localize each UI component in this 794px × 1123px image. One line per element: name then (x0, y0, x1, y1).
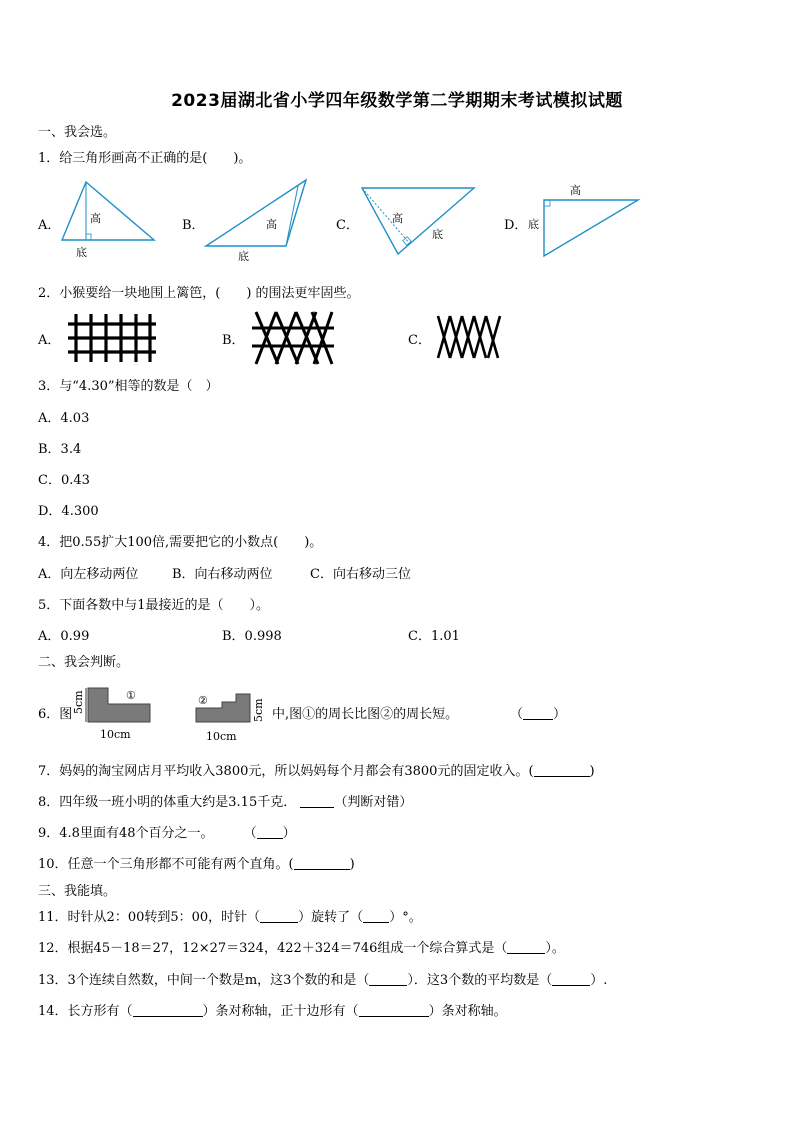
q11-text-a: 11．时针从2：00转到5：00，时针（ (38, 910, 261, 925)
q8-answer-blank[interactable] (300, 795, 334, 808)
q1-option-a-label[interactable]: A． (38, 218, 61, 233)
q6-fig2-10cm-label: 10cm (206, 730, 237, 743)
q2-option-a-label[interactable]: A． (38, 333, 61, 348)
q7-answer-blank[interactable] (534, 764, 590, 777)
q8-tail: （判断对错） (334, 795, 413, 810)
q6-statement: 中,图①的周长比图②的周长短。 (272, 707, 459, 722)
q3-option-b[interactable]: B．3.4 (38, 442, 82, 457)
q6-close-paren: ） (553, 707, 567, 722)
q2-figure-b-cross-fence (250, 310, 336, 366)
q13-text-a: 13．3个连续自然数，中间一个数是m，这3个数的和是（ (38, 973, 370, 988)
question-3: 3．与“4.30”相等的数是（ ） (38, 379, 219, 394)
q12-text-b: ）。 (545, 941, 565, 956)
q14-text-b: ）条对称轴，正十边形有（ (202, 1004, 359, 1019)
q1-b-height-label: 高 (266, 218, 277, 231)
q1-figure-c (358, 184, 478, 258)
q1-figure-a (58, 178, 158, 258)
q13-text-c: ）. (590, 973, 608, 988)
q6-figure-1 (72, 684, 158, 742)
q6-fig2-5cm-label: 5cm (252, 698, 265, 722)
question-5: 5．下面各数中与1最接近的是（ ）。 (38, 598, 270, 613)
question-9 (38, 822, 296, 841)
q14-text-a: 14．长方形有（ (38, 1004, 133, 1019)
q1-option-d-label[interactable]: D． (504, 218, 528, 233)
question-8 (38, 791, 412, 810)
question-13 (38, 969, 607, 988)
q1-a-height-label: 高 (90, 212, 101, 225)
q13-blank-sum[interactable] (369, 973, 407, 986)
question-10 (38, 853, 355, 872)
q6-fig1-10cm-label: 10cm (100, 728, 131, 741)
section-1-heading: 一、我会选。 (38, 125, 117, 140)
q1-c-height-label: 高 (392, 212, 403, 225)
q6-figure-2 (192, 690, 272, 746)
q2-figure-c-zigzag-fence (434, 314, 504, 360)
q1-option-b-label[interactable]: B． (182, 218, 205, 233)
question-12 (38, 937, 565, 956)
q14-blank-rectangle[interactable] (133, 1004, 203, 1017)
q1-c-base-label: 底 (432, 228, 443, 241)
q11-text-c: ）°。 (389, 910, 422, 925)
q9-open-paren: （ (243, 826, 257, 841)
q13-text-b: ）．这3个数的平均数是（ (407, 973, 553, 988)
q9-answer-blank[interactable] (257, 826, 283, 839)
q3-option-a[interactable]: A．4.03 (38, 411, 90, 426)
q10-text: 10．任意一个三角形都不可能有两个直角。( (38, 857, 294, 872)
q1-d-height-label: 高 (570, 184, 581, 197)
q4-option-a[interactable]: A．向左移动两位 (38, 567, 139, 582)
page-title: 2023届湖北省小学四年级数学第二学期期末考试模拟试题 (171, 91, 623, 111)
q3-option-c[interactable]: C．0.43 (38, 473, 90, 488)
question-4: 4．把0.55扩大100倍,需要把它的小数点( )。 (38, 535, 323, 550)
question-11 (38, 906, 422, 925)
q6-fig2-circle-label: ② (198, 694, 208, 707)
question-14 (38, 1000, 507, 1019)
q6-prefix: 6．图 (38, 707, 73, 722)
q6-fig1-circle-label: ① (126, 689, 136, 702)
q6-open-paren: （ (510, 707, 524, 722)
q14-blank-decagon[interactable] (359, 1004, 429, 1017)
q9-close-paren: ） (282, 826, 296, 841)
question-1: 1．给三角形画高不正确的是( )。 (38, 151, 252, 166)
section-3-heading: 三、我能填。 (38, 884, 117, 899)
q4-option-c[interactable]: C．向右移动三位 (310, 567, 411, 582)
question-2: 2．小猴要给一块地围上篱笆，( ) 的围法更牢固些。 (38, 286, 360, 301)
q6-fig1-5cm-label: 5cm (72, 690, 85, 714)
section-2-heading: 二、我会判断。 (38, 655, 130, 670)
q1-a-base-label: 底 (76, 246, 87, 258)
q11-text-b: ）旋转了（ (298, 910, 364, 925)
q2-option-b-label[interactable]: B． (222, 333, 245, 348)
q11-blank-degrees[interactable] (363, 910, 389, 923)
q1-figure-b (202, 176, 312, 266)
question-7 (38, 760, 595, 779)
q2-option-c-label[interactable]: C． (408, 333, 431, 348)
q12-answer-blank[interactable] (507, 941, 545, 954)
q1-option-c-label[interactable]: C． (336, 218, 359, 233)
q4-option-b[interactable]: B．向右移动两位 (172, 567, 273, 582)
q5-option-a[interactable]: A．0.99 (38, 629, 90, 644)
q12-text-a: 12．根据45－18＝27，12×27＝324，422＋324＝746组成一个综合算式是（ (38, 941, 508, 956)
q7-close-paren: ) (589, 764, 595, 779)
q13-blank-average[interactable] (552, 973, 590, 986)
q6-answer-blank[interactable] (510, 703, 566, 722)
q9-text: 9．4.8里面有48个百分之一。 (38, 826, 214, 841)
q1-d-base-label: 底 (528, 218, 539, 231)
q2-figure-a-grid-fence (66, 312, 158, 364)
q5-option-b[interactable]: B．0.998 (222, 629, 282, 644)
q14-text-c: ）条对称轴。 (428, 1004, 507, 1019)
q10-answer-blank[interactable] (294, 857, 350, 870)
q11-blank-direction[interactable] (260, 910, 298, 923)
q1-b-base-label: 底 (238, 250, 249, 263)
q8-text: 8．四年级一班小明的体重大约是3.15千克． (38, 795, 297, 810)
q1-figure-d (526, 182, 642, 262)
q7-text: 7．妈妈的淘宝网店月平均收入3800元，所以妈妈每个月都会有3800元的固定收入。( (38, 764, 534, 779)
q10-close-paren: ) (349, 857, 355, 872)
q3-option-d[interactable]: D．4.300 (38, 504, 99, 519)
q5-option-c[interactable]: C．1.01 (408, 629, 460, 644)
